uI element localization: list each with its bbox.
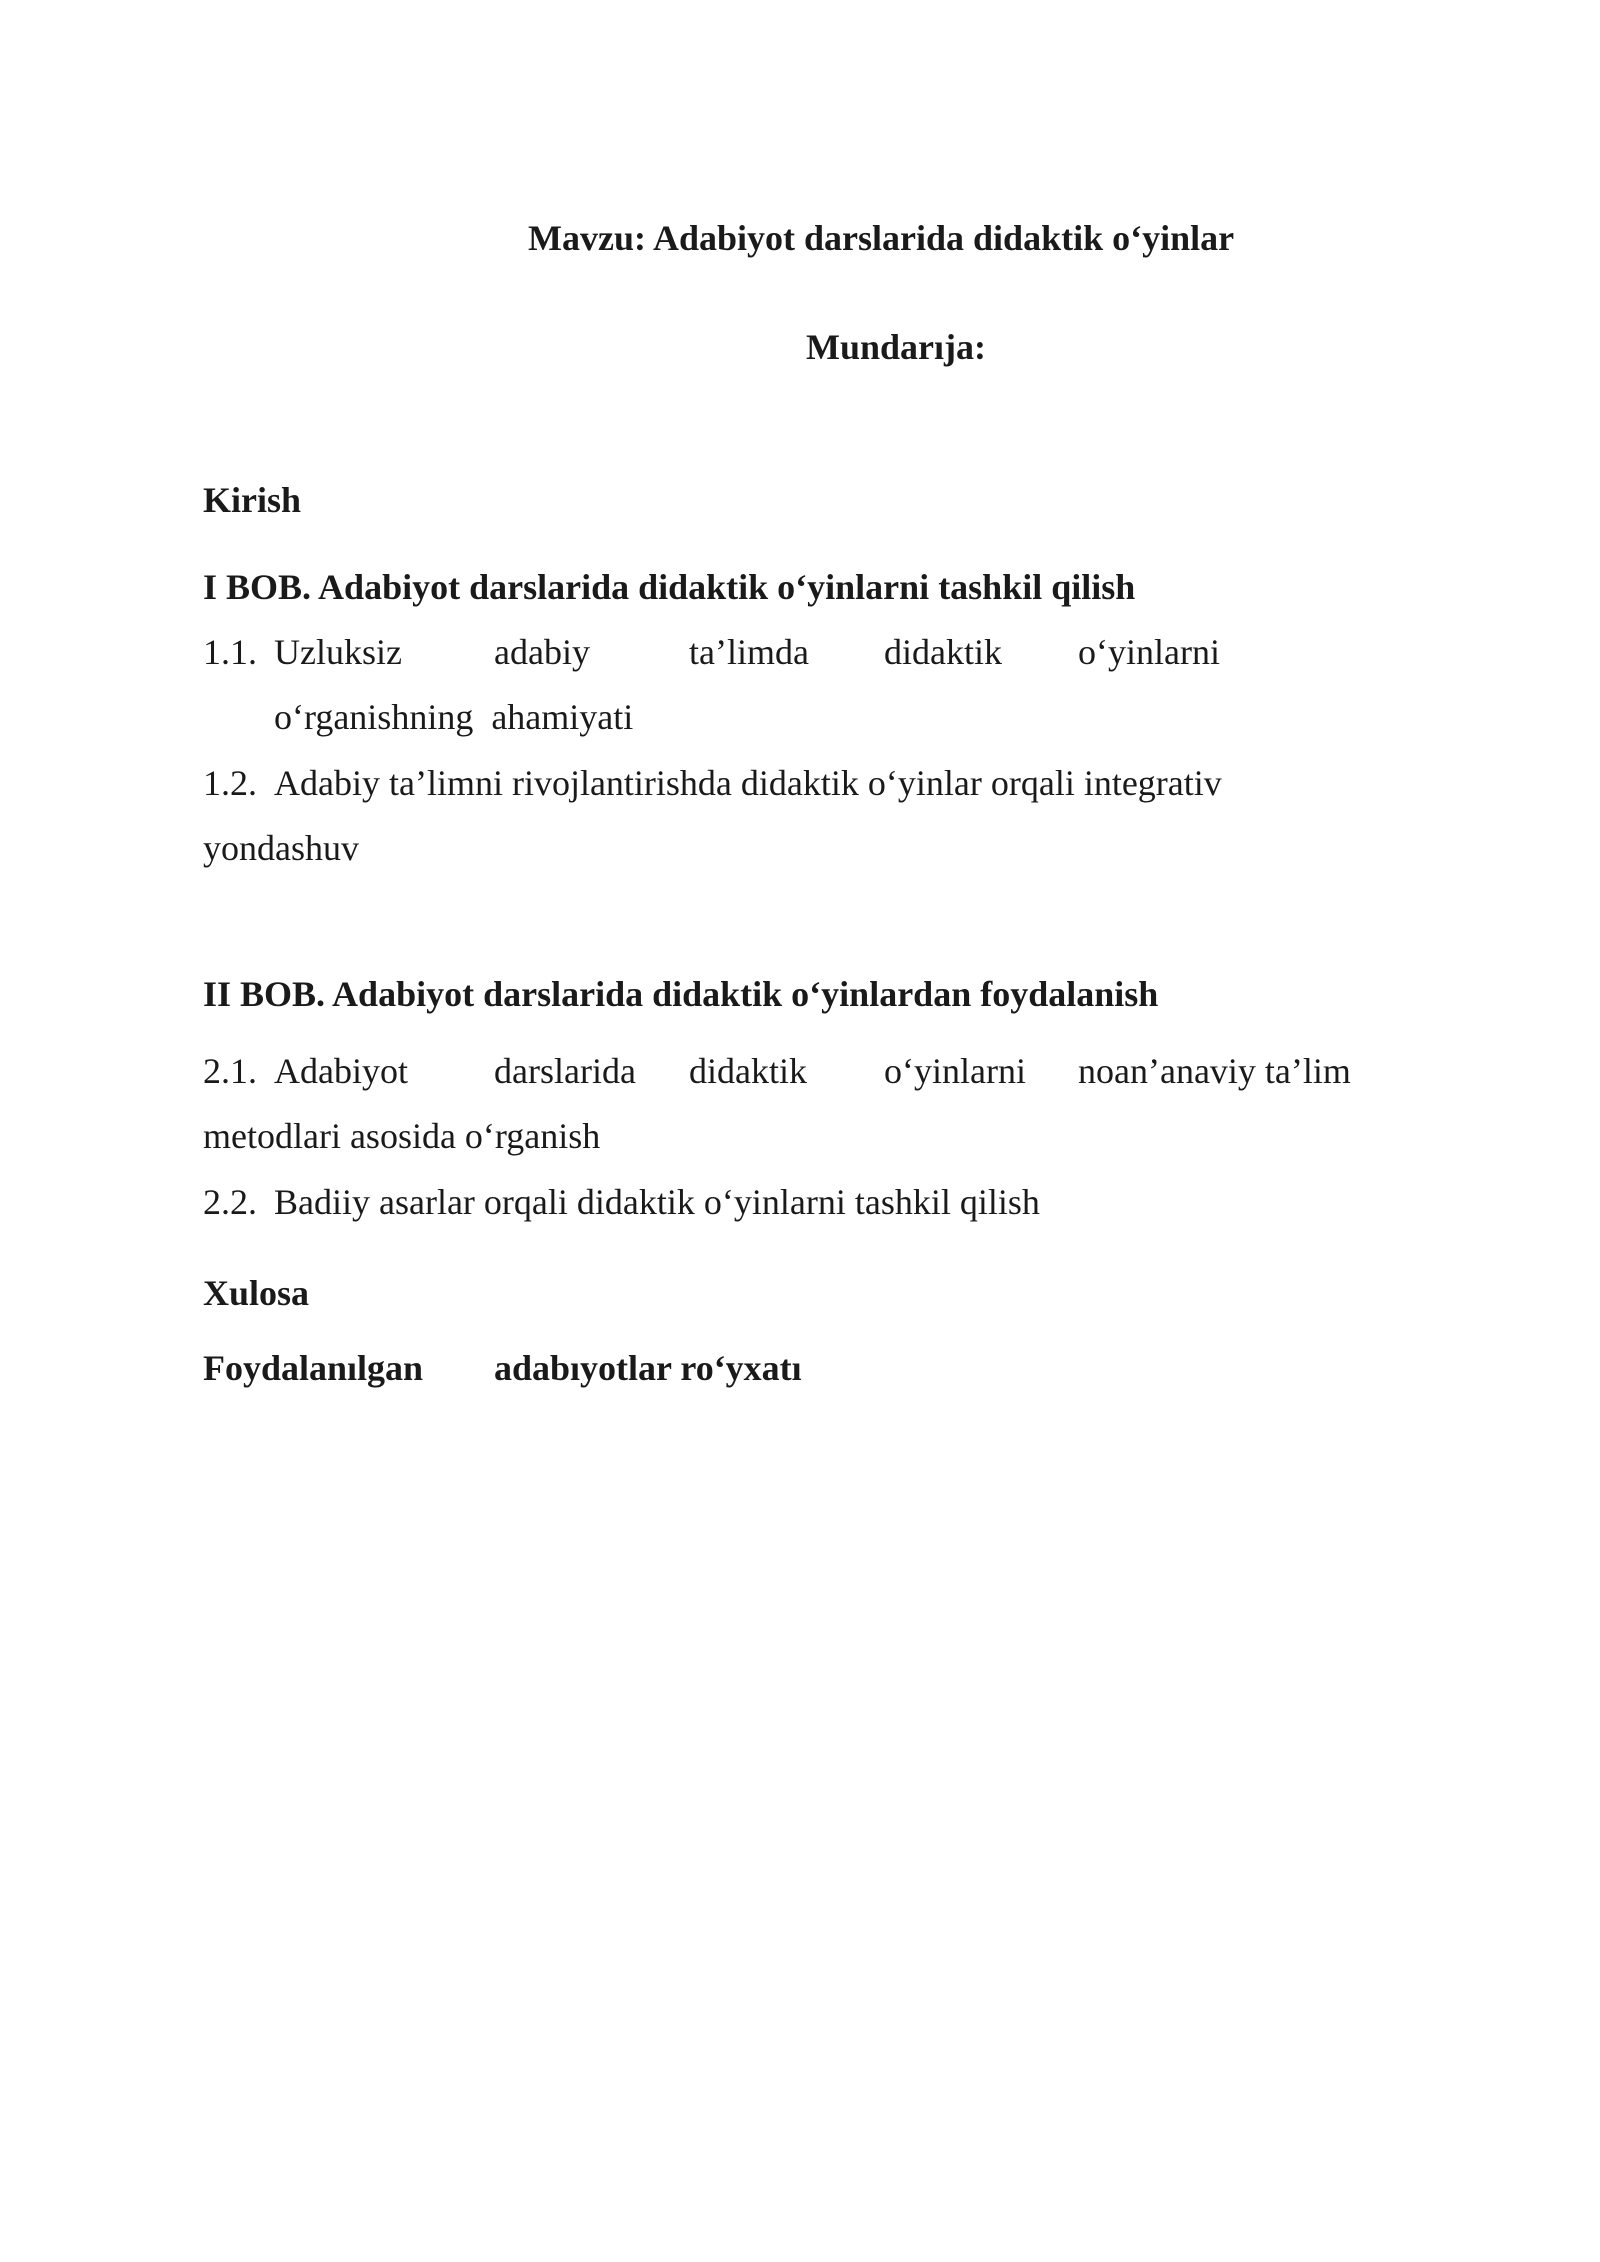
toc-section-2-1-word: didaktik	[689, 1051, 807, 1091]
toc-section-1-2-text: Adabiy ta’limni rivojlantirishda didaktik o‘yinlar orqali integrativ	[274, 763, 1222, 803]
toc-section-1-2-continuation: yondashuv	[203, 828, 359, 868]
toc-section-2-1-word: Adabiyot	[274, 1051, 408, 1091]
toc-section-1-1-word: didaktik	[884, 632, 1002, 672]
toc-intro: Kirish	[203, 480, 302, 520]
toc-section-1-1-word: Uzluksiz	[274, 632, 402, 672]
contents-heading: Mundarıja:	[806, 327, 986, 367]
toc-section-1-2-number: 1.2.	[203, 763, 257, 803]
toc-section-2-1-word: noan’anaviy ta’lim	[1078, 1051, 1351, 1091]
toc-section-2-1-word: o‘yinlarni	[884, 1051, 1026, 1091]
toc-section-2-1-number: 2.1.	[203, 1051, 257, 1091]
toc-references-word: Foydalanılgan	[203, 1348, 424, 1388]
toc-section-2-2-number: 2.2.	[203, 1182, 257, 1222]
toc-chapter2-heading: II BOB. Adabiyot darslarida didaktik o‘yinlardan foydalanish	[203, 974, 1159, 1014]
toc-section-1-1-number: 1.1.	[203, 632, 257, 672]
toc-chapter1-heading: I BOB. Adabiyot darslarida didaktik o‘yinlarni tashkil qilish	[203, 567, 1136, 607]
toc-references-word: adabıyotlar ro‘yxatı	[494, 1348, 802, 1388]
toc-section-2-2-text: Badiiy asarlar orqali didaktik o‘yinlarni tashkil qilish	[274, 1182, 1040, 1222]
toc-conclusion: Xulosa	[203, 1273, 310, 1313]
toc-section-1-1-word: adabiy	[494, 632, 590, 672]
document-title: Mavzu: Adabiyot darslarida didaktik o‘yinlar	[528, 218, 1235, 258]
toc-section-2-1-continuation: metodlari asosida o‘rganish	[203, 1116, 601, 1156]
toc-section-2-1-word: darslarida	[494, 1051, 636, 1091]
toc-section-1-1-word: ta’limda	[689, 632, 809, 672]
toc-section-1-1-continuation: o‘rganishning ahamiyati	[274, 697, 634, 737]
toc-section-1-1-word: o‘yinlarni	[1078, 632, 1220, 672]
